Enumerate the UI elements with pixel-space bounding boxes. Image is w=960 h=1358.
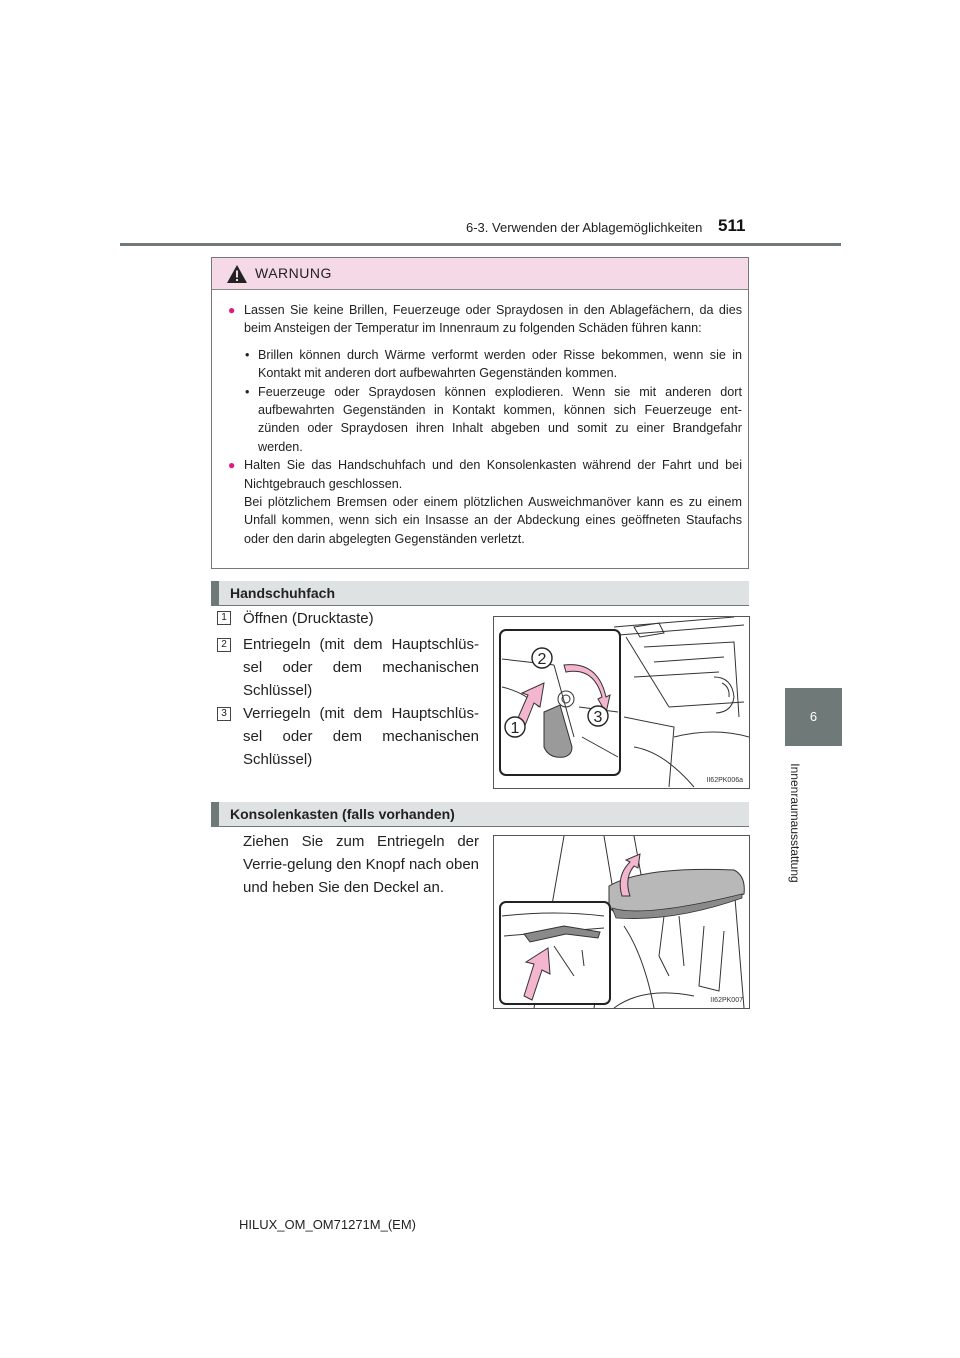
chapter-tab-label: Innenraumausstattung: [788, 762, 802, 883]
step-text: Verriegeln (mit dem Hauptschlüs-sel oder dem mechanischen Schlüssel): [243, 705, 479, 768]
console-illustration: [493, 835, 750, 1009]
warning-subbullet: [228, 346, 742, 383]
chapter-tab: 6: [785, 688, 842, 746]
callout-2: 2: [537, 651, 547, 668]
warning-bullet-text: Halten Sie das Handschuhfach und den Konsolenkasten während der Fahrt und bei Nichtgebrauch geschlossen.: [244, 458, 742, 491]
step-number-badge: 2: [217, 638, 231, 652]
warning-title: WARNUNG: [255, 265, 332, 281]
console-drawing: [494, 836, 749, 1008]
section-heading-text: Konsolenkasten (falls vorhanden): [230, 806, 455, 822]
warning-bullet-text: Bei plötzlichem Bremsen oder einem plötzlichen Ausweichmanöver kann es zu einem Unfall kommen, wenn sich ein Insasse an der Abdeckung eines geöffneten Staufachs oder den darin abgelegten Gegenständen verletzt.: [244, 495, 742, 546]
header-rule: [120, 243, 841, 246]
warning-subbullet: [228, 383, 742, 457]
figure-code: II62PK007: [710, 997, 743, 1004]
warning-bullet-text: Lassen Sie keine Brillen, Feuerzeuge oder Spraydosen in den Ablagefächern, da dies beim Ansteigen der Temperatur im Innenraum zu folgenden Schäden führen kann:: [244, 303, 742, 336]
step-number-badge: 3: [217, 707, 231, 721]
warning-bullet: [228, 301, 742, 338]
glovebox-illustration: [493, 616, 750, 789]
glovebox-drawing: [494, 617, 749, 788]
step-text: Entriegeln (mit dem Hauptschlüs-sel oder dem mechanischen Schlüssel): [243, 636, 479, 699]
section-heading-text: Handschuhfach: [230, 585, 336, 601]
warning-bullet: [228, 456, 742, 548]
section-rule: [211, 826, 749, 827]
section-heading-glovebox: [211, 581, 749, 605]
warning-header: [212, 258, 748, 290]
step-number-badge: 1: [217, 611, 231, 625]
document-footer: HILUX_OM_OM71271M_(EM): [239, 1217, 416, 1232]
section-heading-console: [211, 802, 749, 826]
step-text: Öffnen (Drucktaste): [243, 610, 374, 627]
page-number: 511: [718, 216, 746, 235]
figure-code: II62PK006a: [706, 777, 743, 784]
warning-box: [211, 257, 749, 569]
bullet-dot-icon: ●: [228, 458, 236, 473]
chapter-tab-label-wrap: [783, 760, 807, 885]
callout-3: 3: [593, 709, 603, 726]
section-rule: [211, 605, 749, 606]
warning-subbullet-text: Brillen können durch Wärme verformt werden oder Risse bekommen, wenn sie in Kontakt mit anderen dort aufbewahrten Gegenständen kommen.: [258, 347, 742, 381]
warning-triangle-icon: [226, 264, 248, 284]
callout-1: 1: [510, 720, 520, 737]
console-instruction: Ziehen Sie zum Entriegeln der Verrie-gelung den Knopf nach oben und heben Sie den Deckel an.: [243, 833, 480, 896]
warning-body: [228, 301, 742, 548]
subbullet-dot-icon: •: [245, 384, 250, 399]
warning-subbullet-text: Feuerzeuge oder Spraydosen können explodieren. Wenn sie mit anderen dort aufbewahrten Gegenständen in Kontakt kommen, können sich Feuerzeuge ent-zünden oder Spraydosen ihren Inhalt abgeben und somit zu einer Brandgefahr werden.: [258, 384, 742, 454]
bullet-dot-icon: ●: [228, 303, 236, 317]
running-header-section: 6-3. Verwenden der Ablagemöglichkeiten: [466, 220, 703, 235]
subbullet-dot-icon: •: [245, 347, 250, 362]
